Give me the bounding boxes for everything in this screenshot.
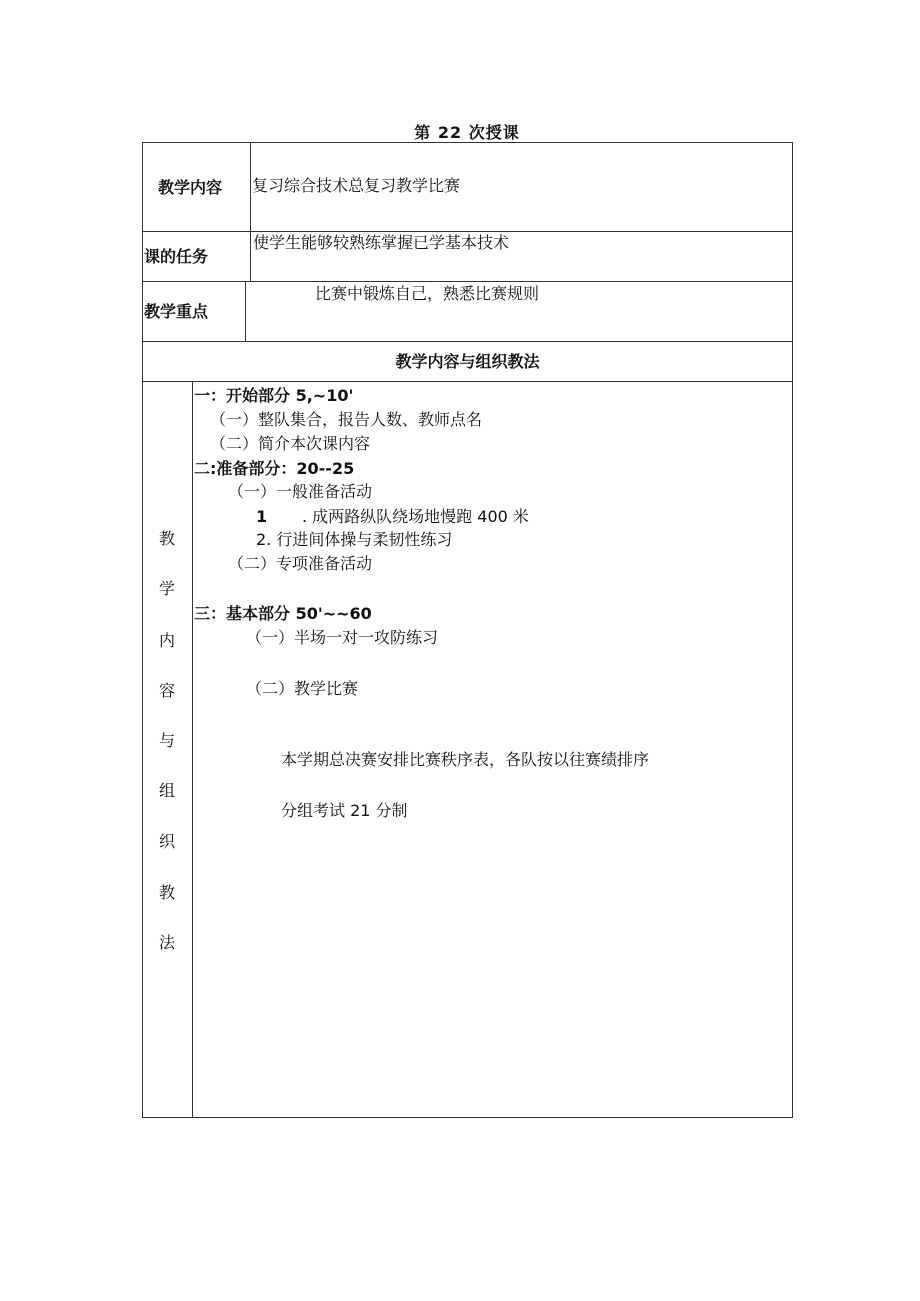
side-label-char: 与 <box>158 731 175 750</box>
content-value: 复习综合技术总复习教学比赛 <box>252 176 461 195</box>
note-exam: 分组考试 21 分制 <box>281 801 408 820</box>
label-divider-content <box>250 142 251 232</box>
content-label: 教学内容 <box>158 178 223 197</box>
part-1-item-2: （二）简介本次课内容 <box>210 434 371 453</box>
note-schedule: 本学期总决赛安排比赛秩序表，各队按以往赛绩排序 <box>281 750 650 769</box>
row-divider-3 <box>142 341 793 342</box>
label-divider-focus <box>245 281 246 342</box>
side-label-divider <box>192 381 193 1118</box>
task-label: 课的任务 <box>144 247 209 266</box>
part-1-item-1: （一）整队集合，报告人数、教师点名 <box>210 410 483 429</box>
part-2-sub-1-text: . 成两路纵队绕场地慢跑 400 米 <box>302 507 529 526</box>
focus-label: 教学重点 <box>144 302 209 321</box>
part-2-heading: 二:准备部分：20--25 <box>194 459 355 478</box>
part-2-sub-2: 2. 行进间体操与柔韧性练习 <box>256 530 453 549</box>
side-label-char: 学 <box>158 579 175 598</box>
part-3-heading: 三：基本部分 50'~~60 <box>194 604 372 623</box>
part-2-item-2: （二）专项准备活动 <box>228 554 373 573</box>
row-divider-2 <box>142 281 793 282</box>
side-label-char: 教 <box>158 883 175 902</box>
table-border-right <box>792 142 793 1118</box>
part-3-item-1: （一）半场一对一攻防练习 <box>246 628 439 647</box>
side-label-char: 容 <box>158 681 175 700</box>
part-2-sub-1-number: 1 <box>256 507 268 526</box>
side-label-char: 教 <box>158 529 175 548</box>
side-label-char: 法 <box>158 933 175 952</box>
table-border-bottom <box>142 1117 793 1118</box>
task-value: 使学生能够较熟练掌握已学基本技术 <box>253 233 510 252</box>
label-divider-task <box>250 231 251 282</box>
part-3-item-2: （二）教学比赛 <box>246 679 359 698</box>
focus-value: 比赛中锻炼自己，熟悉比赛规则 <box>315 284 540 303</box>
side-label-char: 组 <box>158 781 175 800</box>
part-1-heading: 一：开始部分 5,~10' <box>194 386 354 405</box>
part-2-item-1: （一）一般准备活动 <box>228 482 373 501</box>
row-divider-1 <box>142 231 793 232</box>
table-border-top <box>142 142 793 143</box>
row-divider-4 <box>142 381 793 382</box>
page-title: 第 22 次授课 <box>414 123 520 142</box>
side-label-char: 内 <box>158 631 175 650</box>
section-header: 教学内容与组织教法 <box>395 352 540 371</box>
side-label-char: 织 <box>158 832 175 851</box>
